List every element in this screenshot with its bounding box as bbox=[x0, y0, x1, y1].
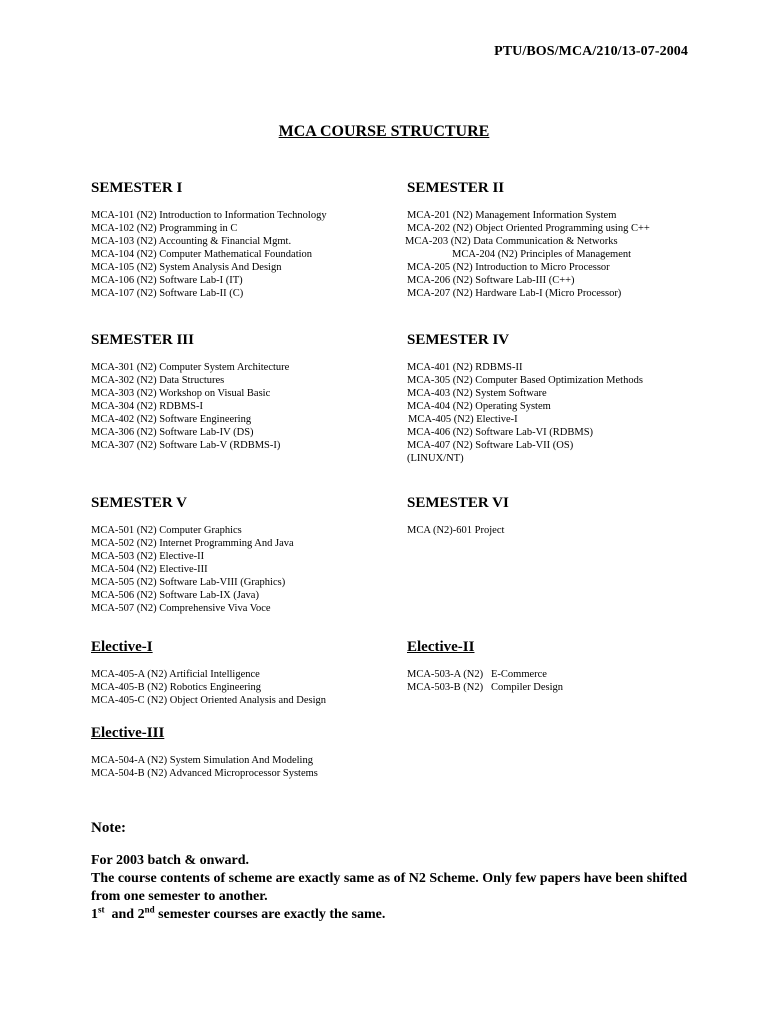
course-item: MCA-107 (N2) Software Lab-II (C) bbox=[91, 288, 244, 299]
elective-2-heading: Elective-II bbox=[407, 639, 475, 655]
course-item: MCA (N2)-601 Project bbox=[407, 525, 505, 536]
course-item: MCA-401 (N2) RDBMS-II bbox=[407, 362, 523, 373]
elective-3-course-list bbox=[91, 754, 318, 780]
course-item: MCA-405-C (N2) Object Oriented Analysis and Design bbox=[91, 695, 327, 706]
course-item: MCA-503-A (N2) E-Commerce bbox=[407, 669, 547, 680]
document-reference: PTU/BOS/MCA/210/13-07-2004 bbox=[494, 44, 688, 59]
note-line-batch: For 2003 batch & onward. bbox=[91, 853, 250, 868]
course-item: MCA-503 (N2) Elective-II bbox=[91, 551, 205, 562]
course-item: MCA-404 (N2) Operating System bbox=[407, 401, 551, 412]
note-line-semesters bbox=[91, 906, 711, 924]
course-item: MCA-201 (N2) Management Information System bbox=[407, 210, 617, 221]
note-and-second: and 2 bbox=[111, 907, 145, 922]
semester-3-heading: SEMESTER III bbox=[91, 332, 194, 348]
semester-6-section bbox=[407, 494, 509, 537]
note-heading: Note: bbox=[91, 820, 126, 836]
note-line-contents: The course contents of scheme are exactly same as of N2 Scheme. Only few papers have been shifted from one semester to another. bbox=[91, 871, 688, 904]
semester-3-section bbox=[91, 331, 289, 452]
semester-2-heading: SEMESTER II bbox=[407, 180, 505, 196]
semester-1-course-list bbox=[91, 209, 327, 300]
semester-2-section bbox=[407, 179, 650, 300]
course-item: MCA-203 (N2) Data Communication & Networks bbox=[405, 236, 618, 247]
note-first-number: 1 bbox=[91, 907, 98, 922]
semester-5-heading: SEMESTER V bbox=[91, 495, 188, 511]
semester-5-course-list bbox=[91, 524, 294, 615]
course-item: MCA-303 (N2) Workshop on Visual Basic bbox=[91, 388, 271, 399]
course-item: MCA-402 (N2) Software Engineering bbox=[91, 414, 252, 425]
elective-2-section bbox=[407, 638, 563, 694]
elective-3-heading: Elective-III bbox=[91, 725, 165, 741]
semester-5-section bbox=[91, 494, 294, 615]
semester-2-course-list bbox=[407, 209, 650, 300]
course-item: MCA-503-B (N2) Compiler Design bbox=[407, 682, 564, 693]
course-item: MCA-305 (N2) Computer Based Optimization Methods bbox=[407, 375, 643, 386]
note-rest: semester courses are exactly the same. bbox=[158, 907, 386, 922]
course-item: MCA-307 (N2) Software Lab-V (RDBMS-I) bbox=[91, 440, 281, 451]
course-item: MCA-301 (N2) Computer System Architecture bbox=[91, 362, 290, 373]
course-item: MCA-302 (N2) Data Structures bbox=[91, 375, 225, 386]
semester-6-heading: SEMESTER VI bbox=[407, 495, 509, 511]
course-item: MCA-406 (N2) Software Lab-VI (RDBMS) bbox=[407, 427, 594, 438]
semester-1-section bbox=[91, 179, 327, 300]
course-item: MCA-204 (N2) Principles of Management bbox=[452, 249, 632, 260]
page-title: MCA COURSE STRUCTURE bbox=[278, 123, 490, 140]
course-item: MCA-504-A (N2) System Simulation And Modeling bbox=[91, 755, 313, 766]
elective-1-heading: Elective-I bbox=[91, 639, 153, 655]
course-item: MCA-101 (N2) Introduction to Information Technology bbox=[91, 210, 327, 221]
elective-3-section bbox=[91, 724, 318, 780]
course-item: MCA-504-B (N2) Advanced Microprocessor Systems bbox=[91, 768, 318, 779]
course-item: MCA-506 (N2) Software Lab-IX (Java) bbox=[91, 590, 259, 601]
course-item: MCA-502 (N2) Internet Programming And Java bbox=[91, 538, 294, 549]
note-second-suffix: nd bbox=[144, 904, 155, 915]
note-body bbox=[91, 852, 711, 924]
course-item: MCA-504 (N2) Elective-III bbox=[91, 564, 208, 575]
course-item: MCA-304 (N2) RDBMS-I bbox=[91, 401, 204, 412]
course-item: MCA-405-B (N2) Robotics Engineering bbox=[91, 682, 262, 693]
course-item: MCA-405-A (N2) Artificial Intelligence bbox=[91, 669, 260, 680]
semester-6-course-list bbox=[407, 524, 509, 537]
course-item: MCA-106 (N2) Software Lab-I (IT) bbox=[91, 275, 243, 286]
course-item: MCA-306 (N2) Software Lab-IV (DS) bbox=[91, 427, 254, 438]
course-item: MCA-403 (N2) System Software bbox=[407, 388, 547, 399]
course-item: MCA-103 (N2) Accounting & Financial Mgmt. bbox=[91, 236, 292, 247]
course-item: MCA-202 (N2) Object Oriented Programming using C++ bbox=[407, 223, 650, 234]
course-item: MCA-507 (N2) Comprehensive Viva Voce bbox=[91, 603, 271, 614]
course-item: MCA-505 (N2) Software Lab-VIII (Graphics) bbox=[91, 577, 286, 588]
elective-1-course-list bbox=[91, 668, 326, 707]
semester-4-heading: SEMESTER IV bbox=[407, 332, 510, 348]
semester-4-course-list bbox=[407, 361, 643, 465]
course-item: MCA-104 (N2) Computer Mathematical Foundation bbox=[91, 249, 313, 260]
elective-1-section bbox=[91, 638, 326, 707]
semester-3-course-list bbox=[91, 361, 289, 452]
note-first-suffix: st bbox=[98, 904, 105, 915]
course-item: MCA-407 (N2) Software Lab-VII (OS) bbox=[407, 440, 574, 451]
course-item: MCA-206 (N2) Software Lab-III (C++) bbox=[407, 275, 575, 286]
semester-1-heading: SEMESTER I bbox=[91, 180, 183, 196]
course-item: MCA-207 (N2) Hardware Lab-I (Micro Processor) bbox=[407, 288, 622, 299]
course-item: MCA-405 (N2) Elective-I bbox=[408, 414, 518, 425]
course-item: MCA-205 (N2) Introduction to Micro Processor bbox=[407, 262, 610, 273]
course-item: MCA-501 (N2) Computer Graphics bbox=[91, 525, 242, 536]
course-item-note: (LINUX/NT) bbox=[407, 453, 464, 464]
semester-4-section bbox=[407, 331, 643, 465]
course-item: MCA-105 (N2) System Analysis And Design bbox=[91, 262, 282, 273]
elective-2-course-list bbox=[407, 668, 563, 694]
course-item: MCA-102 (N2) Programming in C bbox=[91, 223, 238, 234]
